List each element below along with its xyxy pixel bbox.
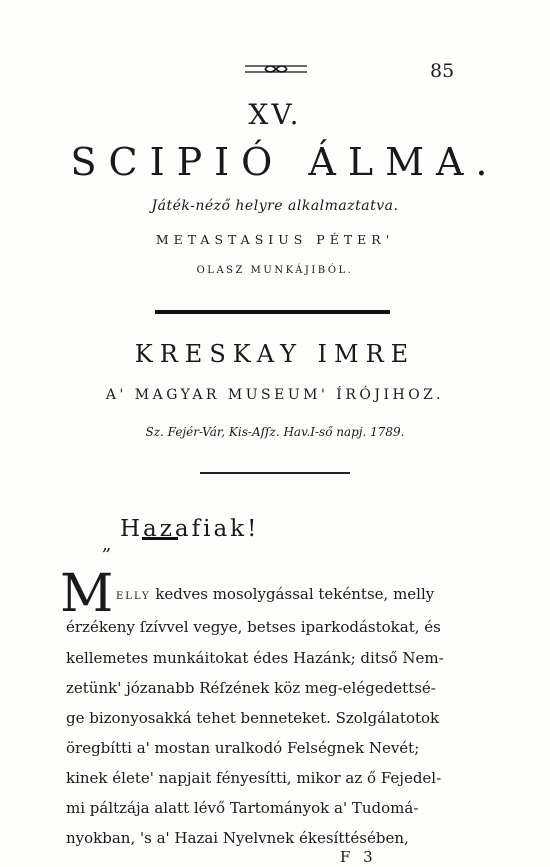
- thick-rule: [155, 310, 390, 314]
- thin-rule: [200, 472, 350, 474]
- section-number: XV.: [248, 98, 302, 131]
- drop-cap: M: [60, 564, 114, 624]
- ornament: [245, 62, 307, 76]
- dedication-name: KRESKAY IMRE: [134, 340, 416, 368]
- subtitle-line-3: OLASZ MUNKÁJIBÓL.: [196, 265, 354, 276]
- page-title: SCIPIÓ ÁLMA.: [70, 140, 500, 184]
- subtitle-line-2: METASTASIUS PÉTER': [155, 232, 395, 247]
- dedication-line-2: A' MAGYAR MUSEUM' ÍRÓJIHOZ.: [105, 387, 445, 403]
- text-line-6: öregbítti a' mostan uralkodó Felségnek Nevét;: [66, 739, 420, 757]
- text-line-5: ge bizonyosakká tehet benneteket. Szolgálatotok: [66, 709, 440, 727]
- text-line-3: kellemetes munkáitokat édes Hazánk; ditső Nem-: [66, 649, 444, 667]
- text-line-9: nyokban, 's a' Hazai Nyelvnek ékesíttésében,: [66, 829, 409, 847]
- opening-quote: „: [102, 534, 112, 555]
- text-line-7: kinek élete' napjait fényesítti, mikor az ő Fejedel-: [66, 769, 442, 787]
- signature-mark: F 3: [340, 848, 377, 866]
- page-number: 85: [430, 60, 455, 82]
- section-heading: Hazafiak!: [120, 516, 260, 542]
- first-line-rest: kedves mosolygással tekéntse, melly: [150, 585, 435, 603]
- smallcaps-word: ELLY: [116, 591, 151, 602]
- text-line-8: mi páltzája alatt lévő Tartományok a' Tudomá-: [66, 799, 419, 817]
- text-line-1: [116, 585, 434, 603]
- subtitle-line-1: Játék-néző helyre alkalmaztatva.: [151, 198, 399, 214]
- text-line-4: zetünk' józanabb Réſzének köz meg-elégedettsé-: [66, 679, 436, 697]
- place-date: Sz. Fejér-Vár, Kis-Aſſz. Hav.I-ső napj. 1789.: [145, 425, 405, 439]
- text-line-2: érzékeny ſzívvel vegye, betses iparkodástokat, és: [66, 618, 441, 636]
